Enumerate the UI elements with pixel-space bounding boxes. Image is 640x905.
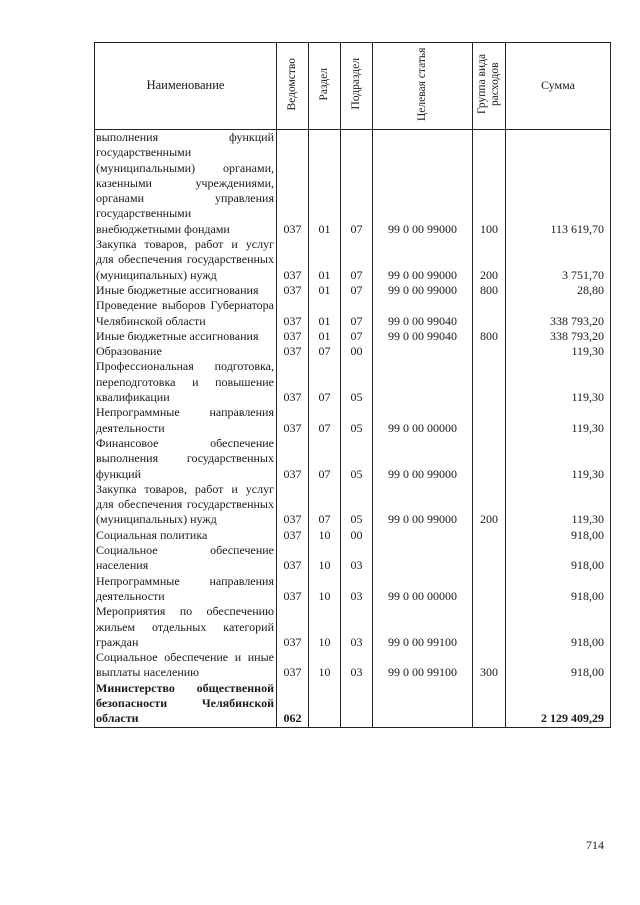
row-podrazdel: 05 bbox=[341, 405, 373, 436]
row-grp: 100 bbox=[473, 130, 506, 238]
row-ved: 037 bbox=[277, 482, 309, 528]
row-name: Иные бюджетные ассигнования bbox=[95, 329, 277, 344]
page-number: 714 bbox=[586, 838, 604, 852]
row-podrazdel: 07 bbox=[341, 130, 373, 238]
row-podrazdel: 05 bbox=[341, 482, 373, 528]
table-header bbox=[95, 43, 611, 130]
row-podrazdel: 07 bbox=[341, 283, 373, 298]
header-podrazdel-cell bbox=[341, 43, 373, 130]
row-cel: 99 0 00 00000 bbox=[373, 405, 473, 436]
row-grp: 800 bbox=[473, 329, 506, 344]
row-grp: 200 bbox=[473, 482, 506, 528]
header-ved-cell bbox=[277, 43, 309, 130]
row-grp bbox=[473, 574, 506, 605]
table-row bbox=[95, 329, 611, 344]
row-grp: 200 bbox=[473, 237, 506, 283]
table-row bbox=[95, 650, 611, 681]
row-podrazdel: 03 bbox=[341, 543, 373, 574]
row-ved: 037 bbox=[277, 574, 309, 605]
row-name: Профессиональная подготовка, переподготовка и повышение квалификации bbox=[95, 359, 277, 405]
row-cel: 99 0 00 99100 bbox=[373, 650, 473, 681]
row-name: Социальное обеспечение и иные выплаты населению bbox=[95, 650, 277, 681]
row-podrazdel: 05 bbox=[341, 359, 373, 405]
row-name: Непрограммные направления деятельности bbox=[95, 574, 277, 605]
row-sum: 338 793,20 bbox=[506, 298, 611, 329]
row-ved: 037 bbox=[277, 329, 309, 344]
row-ved: 037 bbox=[277, 283, 309, 298]
header-sum: Сумма bbox=[506, 43, 611, 130]
row-cel bbox=[373, 344, 473, 359]
row-razdel: 10 bbox=[309, 528, 341, 543]
row-name: Финансовое обеспечение выполнения государственных функций bbox=[95, 436, 277, 482]
row-podrazdel: 07 bbox=[341, 329, 373, 344]
row-grp bbox=[473, 604, 506, 650]
row-grp bbox=[473, 359, 506, 405]
table-row bbox=[95, 344, 611, 359]
row-podrazdel: 00 bbox=[341, 344, 373, 359]
header-razdel: Раздел bbox=[318, 67, 330, 101]
row-name: Закупка товаров, работ и услуг для обеспечения государственных (муниципальных) нужд bbox=[95, 482, 277, 528]
header-cel-cell bbox=[373, 43, 473, 130]
row-cel: 99 0 00 99000 bbox=[373, 436, 473, 482]
row-cel: 99 0 00 99000 bbox=[373, 283, 473, 298]
row-podrazdel: 05 bbox=[341, 436, 373, 482]
row-razdel: 01 bbox=[309, 298, 341, 329]
row-ved: 037 bbox=[277, 359, 309, 405]
row-razdel: 10 bbox=[309, 604, 341, 650]
row-podrazdel: 00 bbox=[341, 528, 373, 543]
row-cel: 99 0 00 99040 bbox=[373, 329, 473, 344]
row-razdel: 01 bbox=[309, 237, 341, 283]
row-grp bbox=[473, 344, 506, 359]
row-ved: 037 bbox=[277, 237, 309, 283]
row-cel: 99 0 00 99000 bbox=[373, 482, 473, 528]
table-row bbox=[95, 298, 611, 329]
header-cel: Целевая статья bbox=[416, 47, 428, 121]
row-podrazdel bbox=[341, 681, 373, 727]
header-grp-cell bbox=[473, 43, 506, 130]
row-sum: 918,00 bbox=[506, 574, 611, 605]
row-sum: 2 129 409,29 bbox=[506, 681, 611, 727]
table-row bbox=[95, 528, 611, 543]
row-ved: 037 bbox=[277, 298, 309, 329]
row-ved: 037 bbox=[277, 405, 309, 436]
row-podrazdel: 03 bbox=[341, 650, 373, 681]
table-row bbox=[95, 237, 611, 283]
row-name: Социальная политика bbox=[95, 528, 277, 543]
row-sum: 3 751,70 bbox=[506, 237, 611, 283]
row-ved: 037 bbox=[277, 436, 309, 482]
row-grp bbox=[473, 436, 506, 482]
row-ved: 037 bbox=[277, 130, 309, 238]
table-row bbox=[95, 681, 611, 727]
row-razdel: 01 bbox=[309, 329, 341, 344]
row-grp: 800 bbox=[473, 283, 506, 298]
header-ved: Ведомство bbox=[286, 57, 298, 111]
row-razdel: 07 bbox=[309, 436, 341, 482]
row-razdel: 10 bbox=[309, 574, 341, 605]
row-name: Образование bbox=[95, 344, 277, 359]
row-ved: 037 bbox=[277, 650, 309, 681]
header-razdel-cell bbox=[309, 43, 341, 130]
table-row bbox=[95, 283, 611, 298]
table-row bbox=[95, 543, 611, 574]
row-razdel: 07 bbox=[309, 405, 341, 436]
row-podrazdel: 03 bbox=[341, 574, 373, 605]
row-sum: 119,30 bbox=[506, 405, 611, 436]
row-name: Закупка товаров, работ и услуг для обеспечения государственных (муниципальных) нужд bbox=[95, 237, 277, 283]
row-grp bbox=[473, 543, 506, 574]
row-razdel bbox=[309, 681, 341, 727]
row-sum: 918,00 bbox=[506, 604, 611, 650]
row-sum: 28,80 bbox=[506, 283, 611, 298]
row-grp bbox=[473, 528, 506, 543]
row-razdel: 10 bbox=[309, 543, 341, 574]
header-podrazdel: Подраздел bbox=[350, 58, 362, 110]
row-razdel: 07 bbox=[309, 482, 341, 528]
budget-table bbox=[94, 42, 611, 728]
row-cel: 99 0 00 99000 bbox=[373, 130, 473, 238]
table-row bbox=[95, 482, 611, 528]
row-grp bbox=[473, 298, 506, 329]
table-body bbox=[95, 130, 611, 728]
row-sum: 918,00 bbox=[506, 543, 611, 574]
table-row bbox=[95, 405, 611, 436]
row-name: выполнения функций государственными (муниципальными) органами, казенными учреждениями, органами управления государственными внебюджетными фондами bbox=[95, 130, 277, 238]
row-podrazdel: 07 bbox=[341, 237, 373, 283]
row-sum: 119,30 bbox=[506, 436, 611, 482]
row-podrazdel: 07 bbox=[341, 298, 373, 329]
table-row bbox=[95, 130, 611, 238]
row-grp: 300 bbox=[473, 650, 506, 681]
row-cel bbox=[373, 528, 473, 543]
row-name: Иные бюджетные ассигнования bbox=[95, 283, 277, 298]
row-sum: 918,00 bbox=[506, 650, 611, 681]
row-sum: 119,30 bbox=[506, 344, 611, 359]
row-ved: 037 bbox=[277, 344, 309, 359]
row-ved: 037 bbox=[277, 604, 309, 650]
row-cel: 99 0 00 99040 bbox=[373, 298, 473, 329]
row-grp bbox=[473, 405, 506, 436]
row-name: Непрограммные направления деятельности bbox=[95, 405, 277, 436]
row-name: Министерство общественной безопасности Челябинской области bbox=[95, 681, 277, 727]
row-ved: 062 bbox=[277, 681, 309, 727]
row-ved: 037 bbox=[277, 528, 309, 543]
row-name: Мероприятия по обеспечению жильем отдельных категорий граждан bbox=[95, 604, 277, 650]
table-row bbox=[95, 604, 611, 650]
row-sum: 113 619,70 bbox=[506, 130, 611, 238]
row-razdel: 01 bbox=[309, 283, 341, 298]
row-name: Проведение выборов Губернатора Челябинской области bbox=[95, 298, 277, 329]
row-razdel: 07 bbox=[309, 344, 341, 359]
row-name: Социальное обеспечение населения bbox=[95, 543, 277, 574]
row-sum: 918,00 bbox=[506, 528, 611, 543]
row-sum: 338 793,20 bbox=[506, 329, 611, 344]
row-cel: 99 0 00 99100 bbox=[373, 604, 473, 650]
row-sum: 119,30 bbox=[506, 359, 611, 405]
table-row bbox=[95, 574, 611, 605]
row-podrazdel: 03 bbox=[341, 604, 373, 650]
table-row bbox=[95, 436, 611, 482]
row-grp bbox=[473, 681, 506, 727]
header-grp: Группа вида расходов bbox=[476, 53, 501, 114]
row-razdel: 07 bbox=[309, 359, 341, 405]
budget-sheet bbox=[94, 42, 610, 728]
row-cel bbox=[373, 681, 473, 727]
table-row bbox=[95, 359, 611, 405]
row-razdel: 10 bbox=[309, 650, 341, 681]
row-cel bbox=[373, 543, 473, 574]
row-razdel: 01 bbox=[309, 130, 341, 238]
row-cel: 99 0 00 99000 bbox=[373, 237, 473, 283]
row-sum: 119,30 bbox=[506, 482, 611, 528]
header-name: Наименование bbox=[95, 43, 277, 130]
row-ved: 037 bbox=[277, 543, 309, 574]
row-cel bbox=[373, 359, 473, 405]
row-cel: 99 0 00 00000 bbox=[373, 574, 473, 605]
